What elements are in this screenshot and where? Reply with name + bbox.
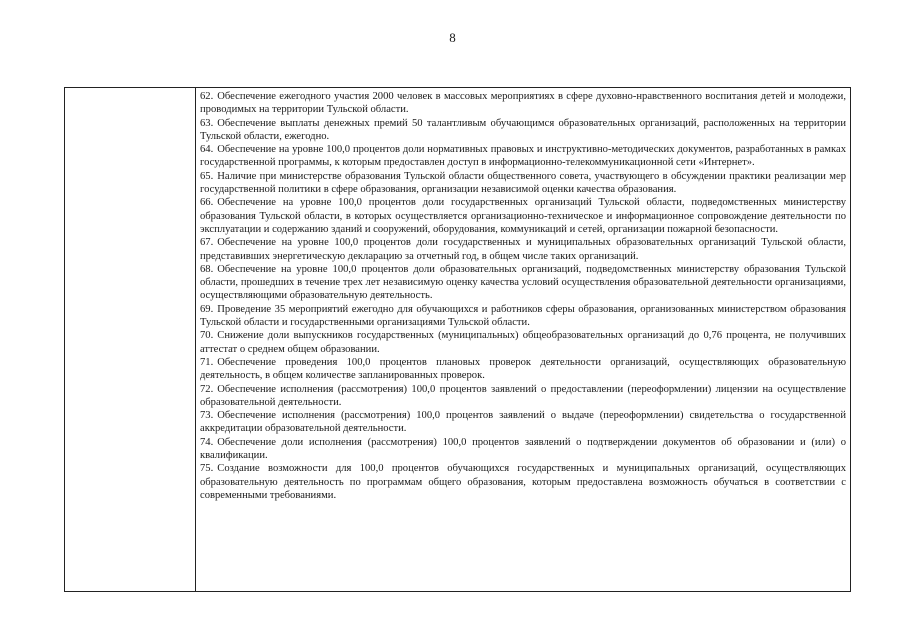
item-text: Наличие при министерстве образования Тульской области общественного совета, участвующего в обсуждении практики реализации мер государственной политики в сфере образования, организации независимой оценки качества образования.	[200, 170, 846, 196]
item-text: Обеспечение доли исполнения (рассмотрения) 100,0 процентов заявлений о подтверждении документов об образовании и (или) о квалификации.	[200, 436, 846, 462]
item-text: Обеспечение на уровне 100,0 процентов доли государственных и муниципальных образовательных организаций Тульской области, представивших энергетическую декларацию за отчетный год, в общем числе таких организаций.	[200, 237, 846, 262]
item-text: Обеспечение исполнения (рассмотрения) 100,0 процентов заявлений о выдаче (переоформлении) свидетельства о государственной аккредитации образовательной деятельности.	[200, 410, 846, 435]
list-item	[200, 170, 846, 197]
list-item	[200, 117, 846, 144]
list-item	[200, 90, 846, 117]
item-text: Обеспечение ежегодного участия 2000 человек в массовых мероприятиях в сфере духовно-нравственного воспитания детей и молодежи, проводимых на территории Тульской области.	[200, 91, 846, 116]
item-number: 68.	[200, 263, 214, 275]
list-item	[200, 383, 846, 410]
item-text: Проведение 35 мероприятий ежегодно для обучающихся и работников сферы образования, организованных министерством образования Тульской области и государственными организациями Тульской области.	[200, 303, 846, 329]
list-item	[200, 236, 846, 263]
item-number: 67.	[200, 237, 214, 249]
item-number: 65.	[200, 170, 214, 182]
indicators-table	[64, 87, 851, 592]
item-number: 70.	[200, 330, 214, 342]
table-left-cell	[65, 88, 196, 591]
item-text: Обеспечение на уровне 100,0 процентов доли образовательных организаций, подведомственных министерству образования Тульской области, прошедших в течение трех лет независимую оценку качества условий осуществления образовательной деятельности организациями, осуществляющими образовательную деятельность.	[200, 263, 846, 302]
page-number: 8	[449, 30, 456, 45]
item-number: 72.	[200, 383, 214, 395]
item-number: 71.	[200, 356, 214, 368]
item-number: 73.	[200, 410, 214, 422]
list-item	[200, 196, 846, 236]
list-item	[200, 409, 846, 436]
item-text: Создание возможности для 100,0 процентов обучающихся государственных и муниципальных организаций, осуществляющих образовательную деятельность по программам общего образования, которым предоставлена возможность обучаться в соответствии с современными требованиями.	[200, 463, 846, 501]
list-item	[200, 263, 846, 303]
item-number: 63.	[200, 117, 214, 129]
item-number: 64.	[200, 144, 214, 156]
item-text: Обеспечение на уровне 100,0 процентов доли нормативных правовых и инструктивно-методических документов, разработанных в рамках государственной программы, к которым предоставлен доступ в информационно-телекоммуникационной сети «Интернет».	[200, 144, 846, 169]
list-item	[200, 436, 846, 463]
item-text: Снижение доли выпускников государственных (муниципальных) общеобразовательных организаций до 0,76 процента, не получивших аттестат о среднем общем образовании.	[200, 330, 846, 355]
indicators-list	[196, 88, 850, 591]
item-number: 62.	[200, 91, 214, 102]
list-item	[200, 143, 846, 170]
item-text: Обеспечение проведения 100,0 процентов плановых проверок деятельности организаций, осуществляющих образовательную деятельность, в общем количестве запланированных проверок.	[200, 356, 846, 382]
item-number: 69.	[200, 303, 214, 315]
list-item	[200, 356, 846, 383]
item-text: Обеспечение исполнения (рассмотрения) 100,0 процентов заявлений о предоставлении (переоформлении) лицензии на осуществление образовательной деятельности.	[200, 383, 846, 408]
list-item	[200, 329, 846, 356]
item-text: Обеспечение выплаты денежных премий 50 талантливым обучающимся образовательных организаций, расположенных на территории Тульской области, ежегодно.	[200, 117, 846, 142]
list-item	[200, 462, 846, 502]
list-item	[200, 303, 846, 330]
item-number: 74.	[200, 436, 214, 448]
item-number: 66.	[200, 197, 214, 209]
item-number: 75.	[200, 463, 214, 475]
item-text: Обеспечение на уровне 100,0 процентов доли государственных организаций Тульской области, подведомственных министерству образования Тульской области, в которых осуществляется организационно-техническое и информационное сопровождение деятельности по эксплуатации и содержанию зданий и сооружений, оборудования, коммуникаций и сетей, организации пожарной безопасности.	[200, 197, 846, 235]
